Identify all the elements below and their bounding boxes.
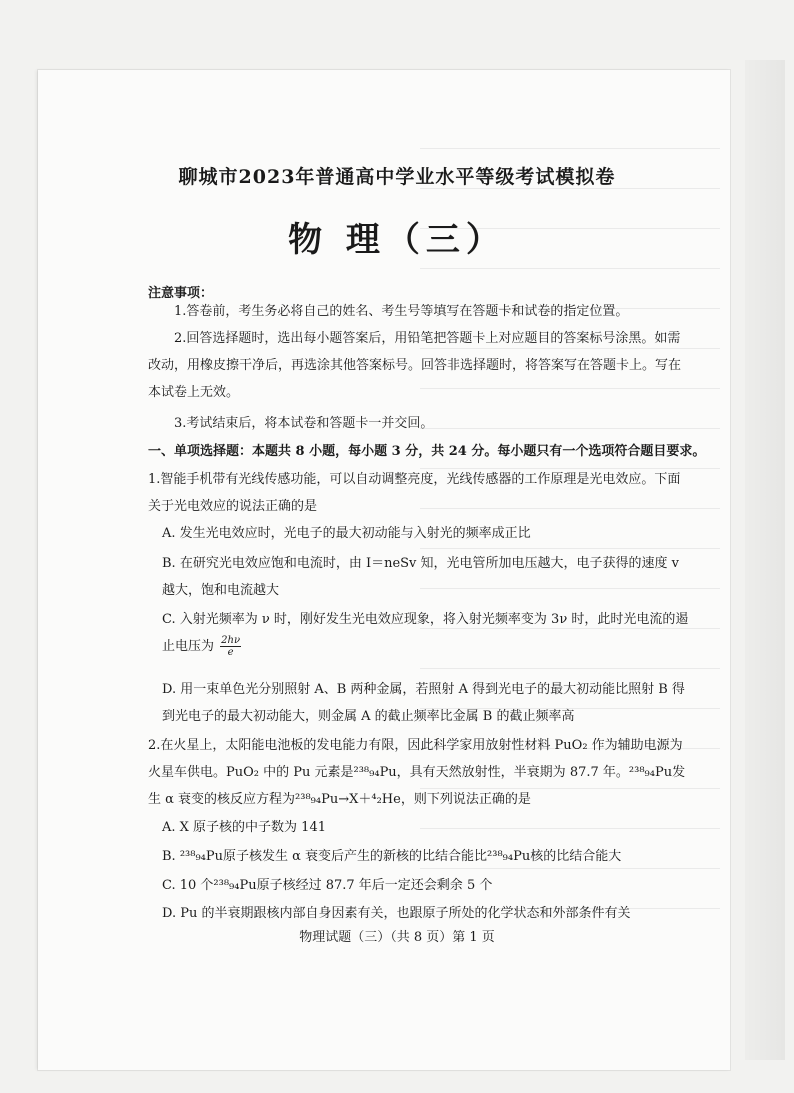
fraction-denominator: e [227, 647, 234, 658]
question-2-option-a: A. X 原子核的中子数为 141 [162, 820, 326, 835]
notice-item-3: 3.考试结束后，将本试卷和答题卡一并交回。 [174, 416, 434, 431]
question-1-option-a: A. 发生光电效应时，光电子的最大初动能与入射光的频率成正比 [162, 526, 531, 541]
subject-title: 物 理（三） [288, 220, 506, 260]
exam-title: 聊城市2023年普通高中学业水平等级考试模拟卷 [178, 166, 616, 188]
question-1-stem: 1.智能手机带有光线传感功能，可以自动调整亮度，光线传感器的工作原理是光电效应。下面关于光电效应的说法正确的是 [148, 472, 681, 514]
stopping-voltage-fraction [220, 635, 241, 658]
question-2-stem: 2.在火星上，太阳能电池板的发电能力有限，因此科学家用放射性材料 PuO₂ 作为辅助电源为火星车供电。PuO₂ 中的 Pu 元素是²³⁸₉₄Pu，具有天然放射性，半衰期为 87.7 年。²³⁸₉₄Pu发生 α 衰变的核反应方程为²³⁸₉₄Pu→X＋⁴₂He，则下列说法正确的是 [148, 738, 686, 807]
question-1-option-c [162, 606, 692, 660]
question-1-option-c-text: C. 入射光频率为 ν 时，刚好发生光电效应现象，将入射光频率变为 3ν 时，此时光电流的遏止电压为 [162, 612, 689, 654]
question-2-option-b: B. ²³⁸₉₄Pu原子核发生 α 衰变后产生的新核的比结合能比²³⁸₉₄Pu核的比结合能大 [162, 849, 622, 864]
section-heading: 一、单项选择题：本题共 8 小题，每小题 3 分，共 24 分。每小题只有一个选项符合题目要求。 [148, 444, 706, 459]
question-1-option-d: D. 用一束单色光分别照射 A、B 两种金属，若照射 A 得到光电子的最大初动能比照射 B 得到光电子的最大初动能大，则金属 A 的截止频率比金属 B 的截止频率高 [162, 682, 685, 724]
question-1-option-b: B. 在研究光电效应饱和电流时，由 I＝neSv 知，光电管所加电压越大，电子获得的速度 v 越大，饱和电流越大 [162, 556, 680, 598]
notice-item-2: 2.回答选择题时，选出每小题答案后，用铅笔把答题卡上对应题目的答案标号涂黑。如需改动，用橡皮擦干净后，再选涂其他答案标号。回答非选择题时，将答案写在答题卡上。写在本试卷上无效。 [148, 331, 682, 400]
paper-edge-shadow [745, 60, 785, 1060]
question-2-option-c: C. 10 个²³⁸₉₄Pu原子核经过 87.7 年后一定还会剩余 5 个 [162, 878, 493, 893]
fraction-numerator: 2hν [221, 635, 241, 646]
question-2-option-d: D. Pu 的半衰期跟核内部自身因素有关，也跟原子所处的化学状态和外部条件有关 [162, 906, 631, 921]
page-footer: 物理试题（三）（共 8 页）第 1 页 [299, 930, 495, 945]
notice-heading: 注意事项： [148, 286, 214, 301]
notice-item-1: 1.答卷前，考生务必将自己的姓名、考生号等填写在答题卡和试卷的指定位置。 [174, 304, 629, 319]
